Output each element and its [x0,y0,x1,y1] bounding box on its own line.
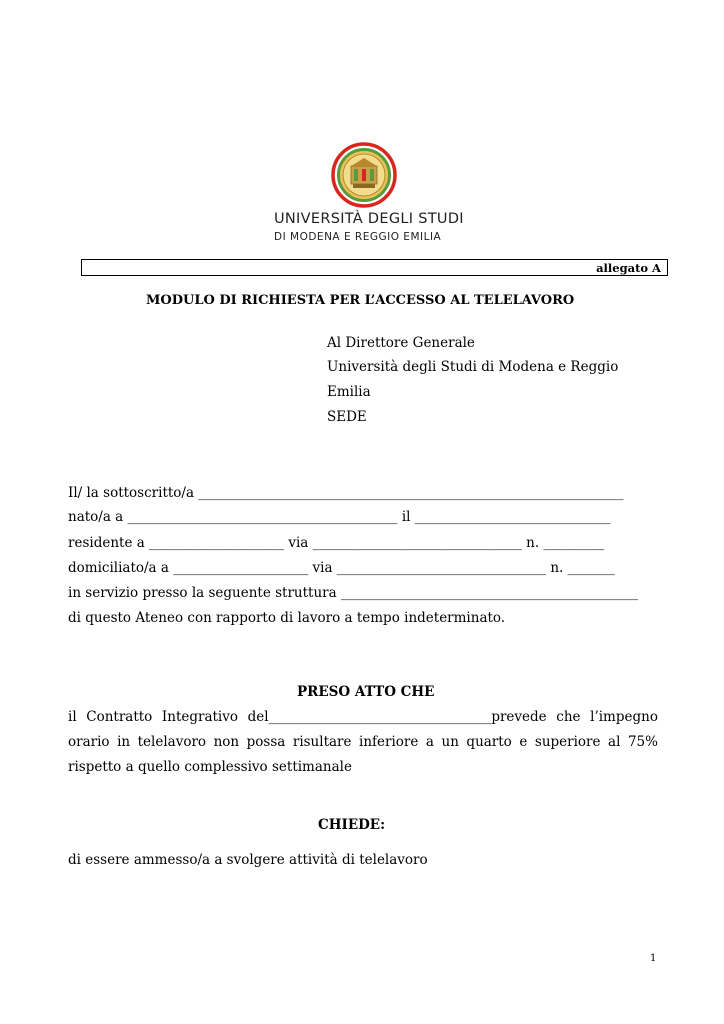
servizio-field[interactable]: in servizio presso la seguente struttura ____________________________________________ [68,585,638,601]
word: orario [68,734,110,750]
word: telelavoro [137,734,207,750]
residente-field[interactable]: residente a ____________________ via _______________________________ n. _________ [68,535,605,551]
preso-atto-line-2 [68,734,658,750]
word: il [68,709,77,725]
nato-field[interactable]: nato/a a ________________________________________ il _____________________________ [68,509,611,525]
domiciliato-field[interactable]: domiciliato/a a ____________________ via _______________________________ n. _______ [68,560,615,576]
word: non [213,734,240,750]
allegato-label: allegato A [596,261,661,275]
recipient-line-3: Emilia [327,384,371,400]
university-seal-icon [331,142,397,208]
contratto-del-field[interactable]: del_________________________________prevede [247,709,547,725]
word: al [608,734,621,750]
word: risultare [292,734,352,750]
university-name: UNIVERSITÀ DEGLI STUDI [274,211,464,227]
preso-atto-line-3: rispetto a quello complessivo settimanale [68,759,352,775]
word: in [117,734,131,750]
preso-atto-line-1 [68,709,658,725]
preso-atto-heading: PRESO ATTO CHE [297,684,435,700]
recipient-line-1: Al Direttore Generale [327,335,475,351]
word: che [556,709,581,725]
word: 75% [627,734,658,750]
word: inferiore [359,734,419,750]
ateneo-text: di questo Ateneo con rapporto di lavoro a tempo indeterminato. [68,610,506,626]
word: Contratto [86,709,153,725]
word: e [519,734,528,750]
word: superiore [534,734,601,750]
chiede-heading: CHIEDE: [318,817,386,833]
word: a [425,734,434,750]
recipient-line-2: Università degli Studi di Modena e Reggio [327,359,619,375]
word: un [441,734,459,750]
recipient-line-4: SEDE [327,409,367,425]
allegato-box [81,259,668,276]
chiede-text: di essere ammesso/a a svolgere attività di telelavoro [68,852,428,868]
word: l’impegno [590,709,658,725]
word: Integrativo [161,709,239,725]
word: quarto [466,734,512,750]
page-number: 1 [650,953,657,964]
sottoscritto-field[interactable]: Il/ la sottoscritto/a _______________________________________________________________ [68,485,624,501]
word: possa [246,734,286,750]
page-title: MODULO DI RICHIESTA PER L’ACCESSO AL TELELAVORO [146,293,575,308]
university-subtitle: DI MODENA E REGGIO EMILIA [274,231,442,243]
